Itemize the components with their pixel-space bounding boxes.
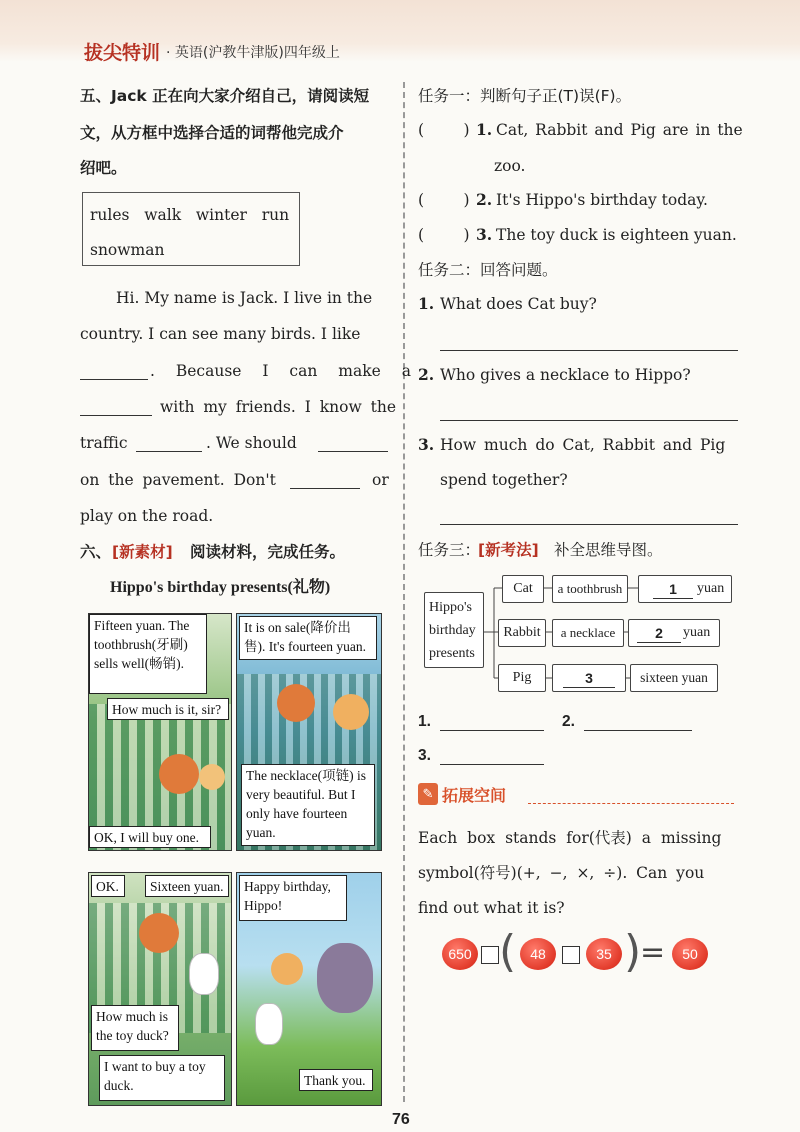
task2-q3-answer-line[interactable] [440, 524, 738, 525]
extend-banner-icon: ✎ [418, 783, 438, 805]
passage-line6a: on the pavement. Don't [80, 471, 276, 489]
task1-num-1: 1. [476, 120, 493, 139]
task2-q3-text2: spend together? [440, 471, 568, 489]
passage-line6b: or [372, 471, 389, 489]
equals-sign: = [640, 935, 666, 970]
task3-ans3-line[interactable] [440, 764, 544, 765]
mindmap-item-rabbit: a necklace [552, 619, 624, 647]
word-box-line1: rules walk winter run [90, 206, 290, 224]
mindmap-root [424, 592, 484, 668]
task3-ans1-label: 1. [418, 713, 431, 730]
panel3-bubble-3: How much is the toy duck? [91, 1005, 179, 1051]
extend-banner-title: 拓展空间 [442, 786, 507, 805]
task2-q3-text: How much do Cat, Rabbit and Pig [440, 436, 726, 454]
mindmap-root-l3: presents [429, 646, 475, 661]
task1-text-2: It's Hippo's birthday today. [496, 191, 708, 209]
fox-shopkeeper [159, 754, 199, 794]
task3-title-prefix: 任务三： [418, 541, 481, 559]
apple-50: 50 [672, 938, 708, 970]
mindmap-root-l2: birthday [429, 623, 476, 638]
task3-tag: [新考法] [478, 541, 539, 559]
task1-num-2: 2. [476, 190, 493, 209]
mindmap-who-pig: Pig [498, 664, 546, 692]
extend-line3: find out what it is? [418, 899, 565, 917]
comic-panel-2 [236, 613, 382, 851]
close-paren: ) [624, 926, 642, 977]
fox-shopkeeper-2 [277, 684, 315, 722]
extend-line2: symbol(符号)(+, −, ×, ÷). Can you [418, 864, 705, 882]
task2-q2-text: Who gives a necklace to Hippo? [440, 366, 691, 384]
mindmap-item-cat: a toothbrush [552, 575, 628, 603]
open-paren: ( [499, 926, 517, 977]
section5-title-line3: 绍吧。 [80, 159, 127, 177]
mindmap-price-pig: sixteen yuan [630, 664, 718, 692]
blank-4[interactable] [318, 451, 388, 452]
missing-symbol-box-2[interactable] [562, 946, 580, 964]
passage-line1: Hi. My name is Jack. I live in the [116, 289, 373, 307]
panel3-bubble-4: I want to buy a toy duck. [99, 1055, 225, 1101]
story-title: Hippo's birthday presents(礼物) [110, 579, 331, 596]
mindmap-unit-2: yuan [683, 625, 711, 640]
panel3-bubble-2: Sixteen yuan. [145, 875, 229, 897]
passage-line4: with my friends. I know the [160, 398, 397, 416]
passage-line5b: . We should [206, 434, 297, 452]
panel4-bubble-2: Thank you. [299, 1069, 373, 1091]
task1-paren-1[interactable]: ( ) [418, 121, 470, 139]
panel2-bubble-1: It is on sale(降价出售). It's fourteen yuan. [239, 616, 377, 660]
hippo-character [317, 943, 373, 1013]
mindmap-item-pig [552, 664, 626, 692]
comic-panel-1 [88, 613, 232, 851]
mindmap-blank-1[interactable]: 1 [653, 576, 693, 599]
task2-title: 任务二：回答问题。 [418, 261, 558, 279]
passage-line5a: traffic [80, 434, 128, 452]
blank-1[interactable] [80, 379, 148, 380]
panel1-bubble-2: How much is it, sir? [107, 698, 229, 720]
rabbit-character-4 [255, 1003, 283, 1045]
rabbit-character [189, 953, 219, 995]
mindmap-price-rabbit [628, 619, 720, 647]
pig-character-4 [271, 953, 303, 985]
task3-ans3-label: 3. [418, 747, 431, 764]
task2-q3-num: 3. [418, 435, 435, 454]
task1-paren-3[interactable]: ( ) [418, 226, 470, 244]
word-box-line2: snowman [90, 241, 165, 259]
blank-3[interactable] [136, 451, 202, 452]
mindmap-price-cat [638, 575, 732, 603]
panel1-bubble-1: Fifteen yuan. The toothbrush(牙刷) sells well(畅销). [89, 614, 207, 694]
mindmap-who-cat: Cat [502, 575, 544, 603]
panel3-bubble-1: OK. [91, 875, 125, 897]
task2-q1-num: 1. [418, 294, 435, 313]
apple-35: 35 [586, 938, 622, 970]
task1-text-1b: zoo. [494, 157, 526, 175]
missing-symbol-box-1[interactable] [481, 946, 499, 964]
apple-48: 48 [520, 938, 556, 970]
mindmap-who-rabbit: Rabbit [498, 619, 546, 647]
panel4-bubble-1: Happy birthday, Hippo! [239, 875, 347, 921]
brand-title: 拔尖特训 [84, 42, 161, 64]
blank-5[interactable] [290, 488, 360, 489]
section6-tag: [新素材] [112, 543, 173, 561]
page-number: 76 [392, 1111, 410, 1128]
passage-line3: . Because I can make a [150, 362, 411, 380]
task3-ans2-line[interactable] [584, 730, 692, 731]
task3-title-rest: 补全思维导图。 [554, 541, 663, 559]
pig-character-2 [333, 694, 369, 730]
panel1-bubble-3: OK, I will buy one. [89, 826, 211, 848]
task2-q1-text: What does Cat buy? [440, 295, 597, 313]
mindmap-blank-2[interactable]: 2 [637, 620, 681, 643]
section5-title-line2: 文，从方框中选择合适的词帮他完成介 [80, 124, 344, 142]
task3-ans1-line[interactable] [440, 730, 544, 731]
passage-line2: country. I can see many birds. I like [80, 325, 361, 343]
task1-num-3: 3. [476, 225, 493, 244]
passage-line7: play on the road. [80, 507, 214, 525]
section6-tag-text: 新素材 [119, 543, 166, 561]
comic-panel-4 [236, 872, 382, 1106]
fox-shopkeeper-3 [139, 913, 179, 953]
task2-q1-answer-line[interactable] [440, 350, 738, 351]
mindmap-root-l1: Hippo's [429, 600, 472, 615]
task1-text-1: Cat, Rabbit and Pig are in the [496, 121, 743, 139]
book-subtitle: · 英语(沪教牛津版)四年级上 [166, 45, 340, 61]
mindmap-blank-3[interactable]: 3 [563, 665, 615, 688]
mindmap-unit-1: yuan [697, 581, 725, 596]
task3-tag-text: 新考法 [485, 541, 532, 559]
pig-character [199, 764, 225, 790]
blank-2[interactable] [80, 415, 152, 416]
section6-title-prefix: 六、 [80, 543, 112, 561]
task1-paren-2[interactable]: ( ) [418, 191, 470, 209]
panel2-bubble-2: The necklace(项链) is very beautiful. But I only have fourteen yuan. [241, 764, 375, 846]
task1-text-3: The toy duck is eighteen yuan. [496, 226, 737, 244]
extend-banner-rule [528, 803, 734, 804]
section6-title-rest: 阅读材料，完成任务。 [190, 543, 346, 561]
apple-650: 650 [442, 938, 478, 970]
word-box [82, 192, 300, 266]
section5-title-line1: 五、Jack 正在向大家介绍自己，请阅读短 [80, 87, 370, 105]
column-divider [403, 82, 405, 1102]
extend-line1: Each box stands for(代表) a missing [418, 829, 722, 847]
comic-panel-3 [88, 872, 232, 1106]
task3-ans2-label: 2. [562, 713, 575, 730]
task2-q2-num: 2. [418, 365, 435, 384]
task1-title: 任务一：判断句子正(T)误(F)。 [418, 87, 632, 105]
task2-q2-answer-line[interactable] [440, 420, 738, 421]
